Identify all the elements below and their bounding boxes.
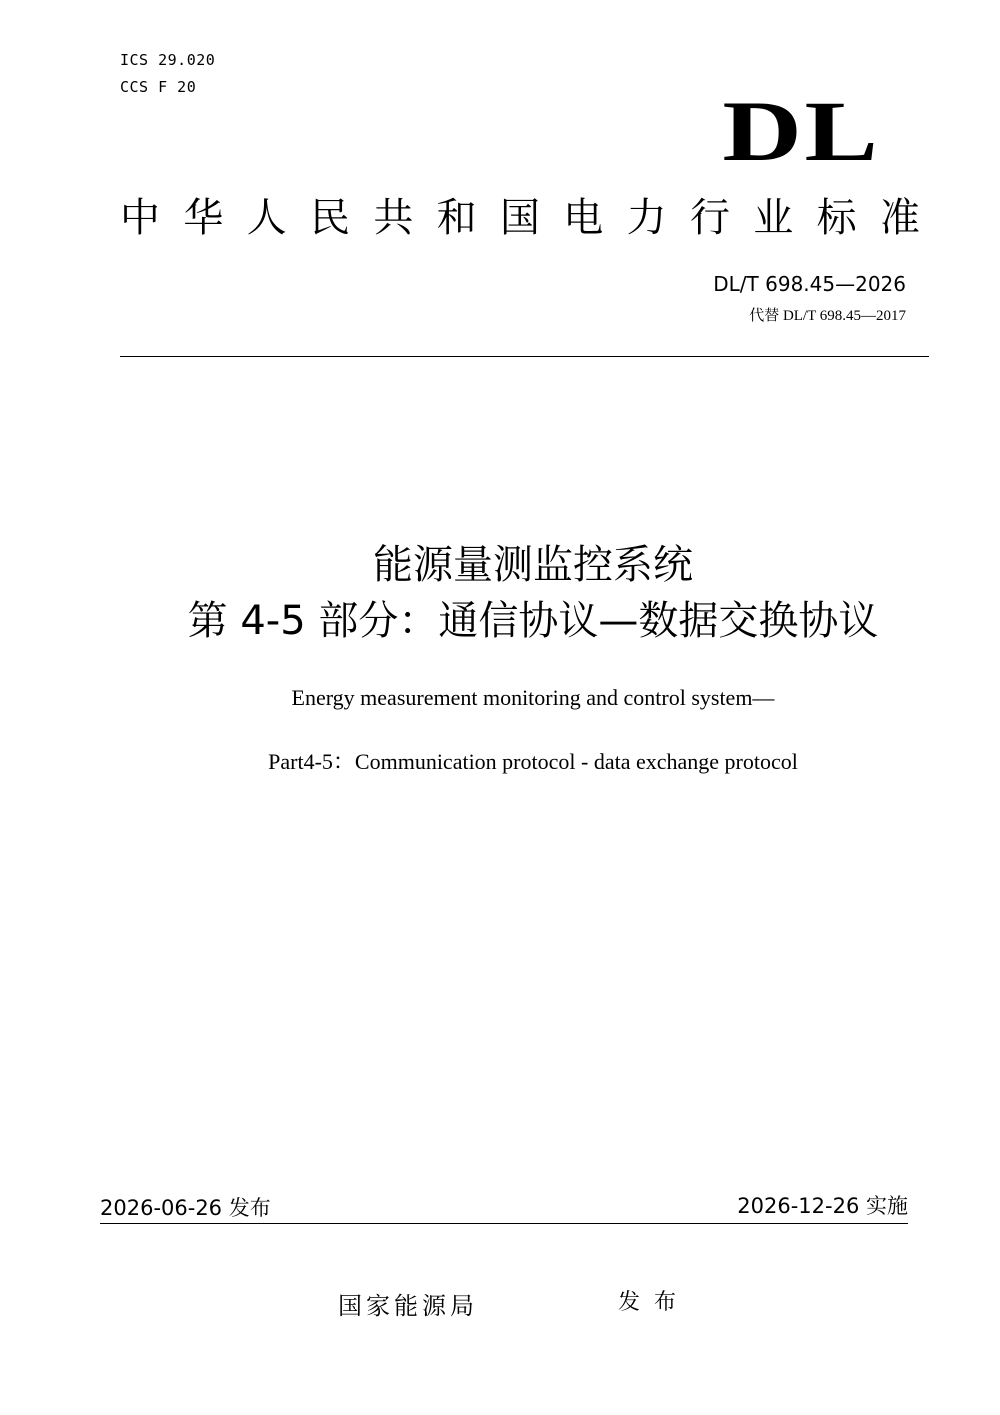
title-char: 标 (816, 195, 857, 241)
title-char: 电 (563, 195, 604, 241)
replaces-standard: 代替 DL/T 698.45—2017 (749, 308, 906, 324)
issue-label: 发布 (618, 1290, 691, 1315)
dl-logo: DL (721, 83, 880, 179)
title-char: 准 (879, 195, 920, 241)
top-divider (120, 356, 929, 357)
title-char: 行 (689, 195, 730, 241)
issuing-authority: 国家能源局 (338, 1292, 478, 1320)
title-en-line1: Energy measurement monitoring and control system— (291, 685, 775, 710)
implement-date: 2026-12-26 实施 (737, 1194, 908, 1218)
standard-category-title (120, 193, 920, 243)
ccs-code: CCS F 20 (120, 78, 197, 96)
title-char: 和 (436, 195, 477, 241)
bottom-divider (100, 1223, 908, 1224)
title-char: 力 (626, 195, 667, 241)
title-cn-line2: 第 4-5 部分：通信协议—数据交换协议 (187, 598, 879, 644)
title-char: 民 (309, 195, 350, 241)
standard-number: DL/T 698.45—2026 (713, 272, 906, 296)
title-cn-line1: 能源量测监控系统 (373, 542, 693, 588)
title-char: 业 (753, 195, 794, 241)
publish-date: 2026-06-26 发布 (100, 1196, 271, 1220)
title-char: 华 (183, 195, 224, 241)
title-char: 人 (246, 195, 287, 241)
ics-code: ICS 29.020 (120, 51, 216, 69)
title-char: 共 (373, 195, 414, 241)
title-char: 国 (499, 195, 540, 241)
title-char: 中 (120, 195, 160, 241)
title-en-line2: Part4-5：Communication protocol - data exchange protocol (268, 749, 798, 774)
